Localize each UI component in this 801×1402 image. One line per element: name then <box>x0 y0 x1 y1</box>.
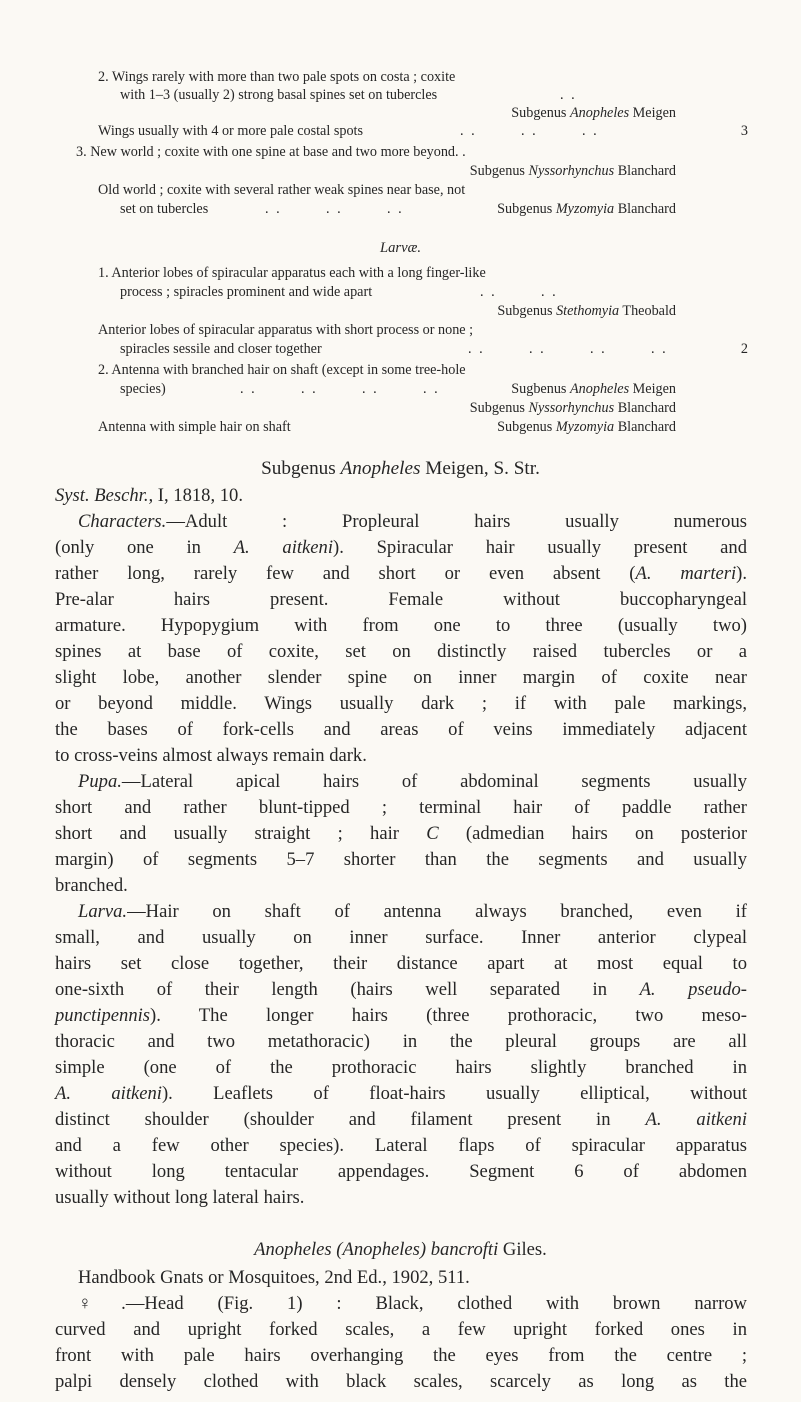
key-line: species) <box>120 381 166 397</box>
key-line: Antenna with simple hair on shaft <box>98 419 291 435</box>
subgenus-heading: Subgenus Anopheles Meigen, S. Str. <box>261 458 540 479</box>
key-line: with 1–3 (usually 2) strong basal spines set on tubercles <box>120 87 438 103</box>
key-subgenus: Subgenus Anopheles Meigen <box>511 105 676 121</box>
larvae-heading: Larvæ. <box>380 240 421 256</box>
taxon-name: Myzomyia <box>555 419 615 435</box>
key-line: 2. Antenna with branched hair on shaft (except in some tree-hole <box>98 362 466 378</box>
taxon-name: Anopheles (Anopheles) bancrofti <box>254 1239 499 1260</box>
key-line: set on tubercles <box>120 201 209 217</box>
taxon-name: Anopheles <box>570 105 630 121</box>
key-subgenus: Subgenus Myzomyia Blanchard <box>497 201 676 217</box>
key-line: 3. New world ; coxite with one spine at base and two more beyond. . <box>76 144 466 160</box>
key-subgenus: Sugbenus Anopheles Meigen <box>511 381 676 397</box>
taxon-name: Nyssorhynchus <box>528 163 615 179</box>
key-ref: 2 <box>740 341 748 357</box>
key-line: 2. Wings rarely with more than two pale spots on costa ; coxite <box>98 69 456 85</box>
citation: Syst. Beschr., I, 1818, 10. <box>55 485 243 506</box>
key-line: Anterior lobes of spiracular apparatus with short process or none ; <box>98 322 474 338</box>
taxon-name: Anopheles <box>340 458 421 479</box>
species-citation: Handbook Gnats or Mosquitoes, 2nd Ed., 1902, 511. <box>78 1267 470 1288</box>
key-line: Wings usually with 4 or more pale costal spots <box>98 123 364 139</box>
taxon-name: Nyssorhynchus <box>528 400 615 416</box>
section-label: Characters. <box>78 511 167 532</box>
key-subgenus: Subgenus Nyssorhynchus Blanchard <box>469 400 676 416</box>
key-line: 1. Anterior lobes of spiracular apparatus each with a long finger-like <box>98 265 486 281</box>
section-label: Pupa. <box>78 771 122 792</box>
key-subgenus: Subgenus Nyssorhynchus Blanchard <box>469 163 676 179</box>
key-line: process ; spiracles prominent and wide apart <box>120 284 373 300</box>
section-label: Larva. <box>78 901 128 922</box>
species-heading: Anopheles (Anopheles) bancrofti Giles. <box>254 1239 547 1260</box>
taxon-name: Myzomyia <box>555 201 615 217</box>
key-ref: 3 <box>740 123 748 139</box>
document-page: 2. Wings rarely with more than two pale spots on costa ; coxite with 1–3 (usually 2) strong basal spines set on tubercles . . Subgenus Anopheles Meigen Wings usually with 4 or more pale costal spots . . . . . . 3 3. New world ; coxite with one spine at base and two more beyond. . Subgenus Nyssorhynchus Blanchard Old world ; coxite with several rather weak spines near base, not set on tubercles . . . . . . Subgenus Myzomyia Blanchard Larvæ. 1. Anterior lobes of spiracular apparatus each with a long finger-like process ; spiracles prominent and wide apart . . . . Subgenus Stethomyia Theobald Anterior lobes of spiracular apparatus with short process or none ; spiracles sessile and closer together . . . . . . . . 2 2. Antenna with branched hair on shaft (except in some tree-hole species) . . . . . . . . Sugbenus Anopheles Meigen Subgenus Nyssorhynchus Blanchard Antenna with simple hair on shaft Subgenus Myzomyia Blanchard Subgenus Anopheles Meigen, S. Str. Syst. Beschr., I, 1818, 10. Characters.—Adult : Propleural hairs usually numerous (only one in A. aitkeni). Spiracular hair usually present and rather long, rarely few and short or even absent (A. marteri). Pre-alar hairs present. Female without buccopharyngeal armature. Hypopygium with from one to three (usually two) spines at base of coxite, set on distinctly raised tubercles or a slight lobe, another slender spine on inner margin of coxite near or beyond middle. Wings usually dark ; if with pale markings, the bases of fork-cells and areas of veins immediately adjacent to cross-veins almost always remain dark. Pupa.—Lateral apical hairs of abdominal segments usually short and rather blunt-tipped ; terminal hair of paddle rather short and usually straight ; hair C (admedian hairs on posterior margin) of segments 5–7 shorter than the segments and usually branched. Larva.—Hair on shaft of antenna always branched, even if small, and usually on inner surface. Inner anterior clypeal hairs set close together, their distance apart at most equal to one-sixth of their length (hairs well separated in A. pseudo- punctipennis). The longer hairs (three prothoracic, two meso- thoracic and two metathoracic) in the pleural groups are all simple (one of the prothoracic hairs slightly branched in A. aitkeni). Leaflets of float-hairs usually elliptical, without distinct shoulder (shoulder and filament present in A. aitkeni and a few other species). Lateral flaps of spiracular apparatus without long tentacular appendages. Segment 6 of abdomen usually without long lateral hairs. Anopheles (Anopheles) bancrofti Giles. Handbook Gnats or Mosquitoes, 2nd Ed., 1902, 511. ♀.—Head (Fig. 1) : Black, clothed with brown narrow curved and upright forked scales, a few upright forked ones in front with pale hairs overhanging the eyes from the centre ; palpi densely clothed with black scales, scarcely as long as the <box>0 0 801 1402</box>
taxon-name: Anopheles <box>570 381 630 397</box>
key-subgenus: Subgenus Stethomyia Theobald <box>497 303 676 319</box>
taxon-name: Stethomyia <box>556 303 620 319</box>
key-subgenus: Subgenus Myzomyia Blanchard <box>497 419 676 435</box>
key-line: Old world ; coxite with several rather weak spines near base, not <box>98 182 466 198</box>
key-line: spiracles sessile and closer together <box>120 341 322 357</box>
